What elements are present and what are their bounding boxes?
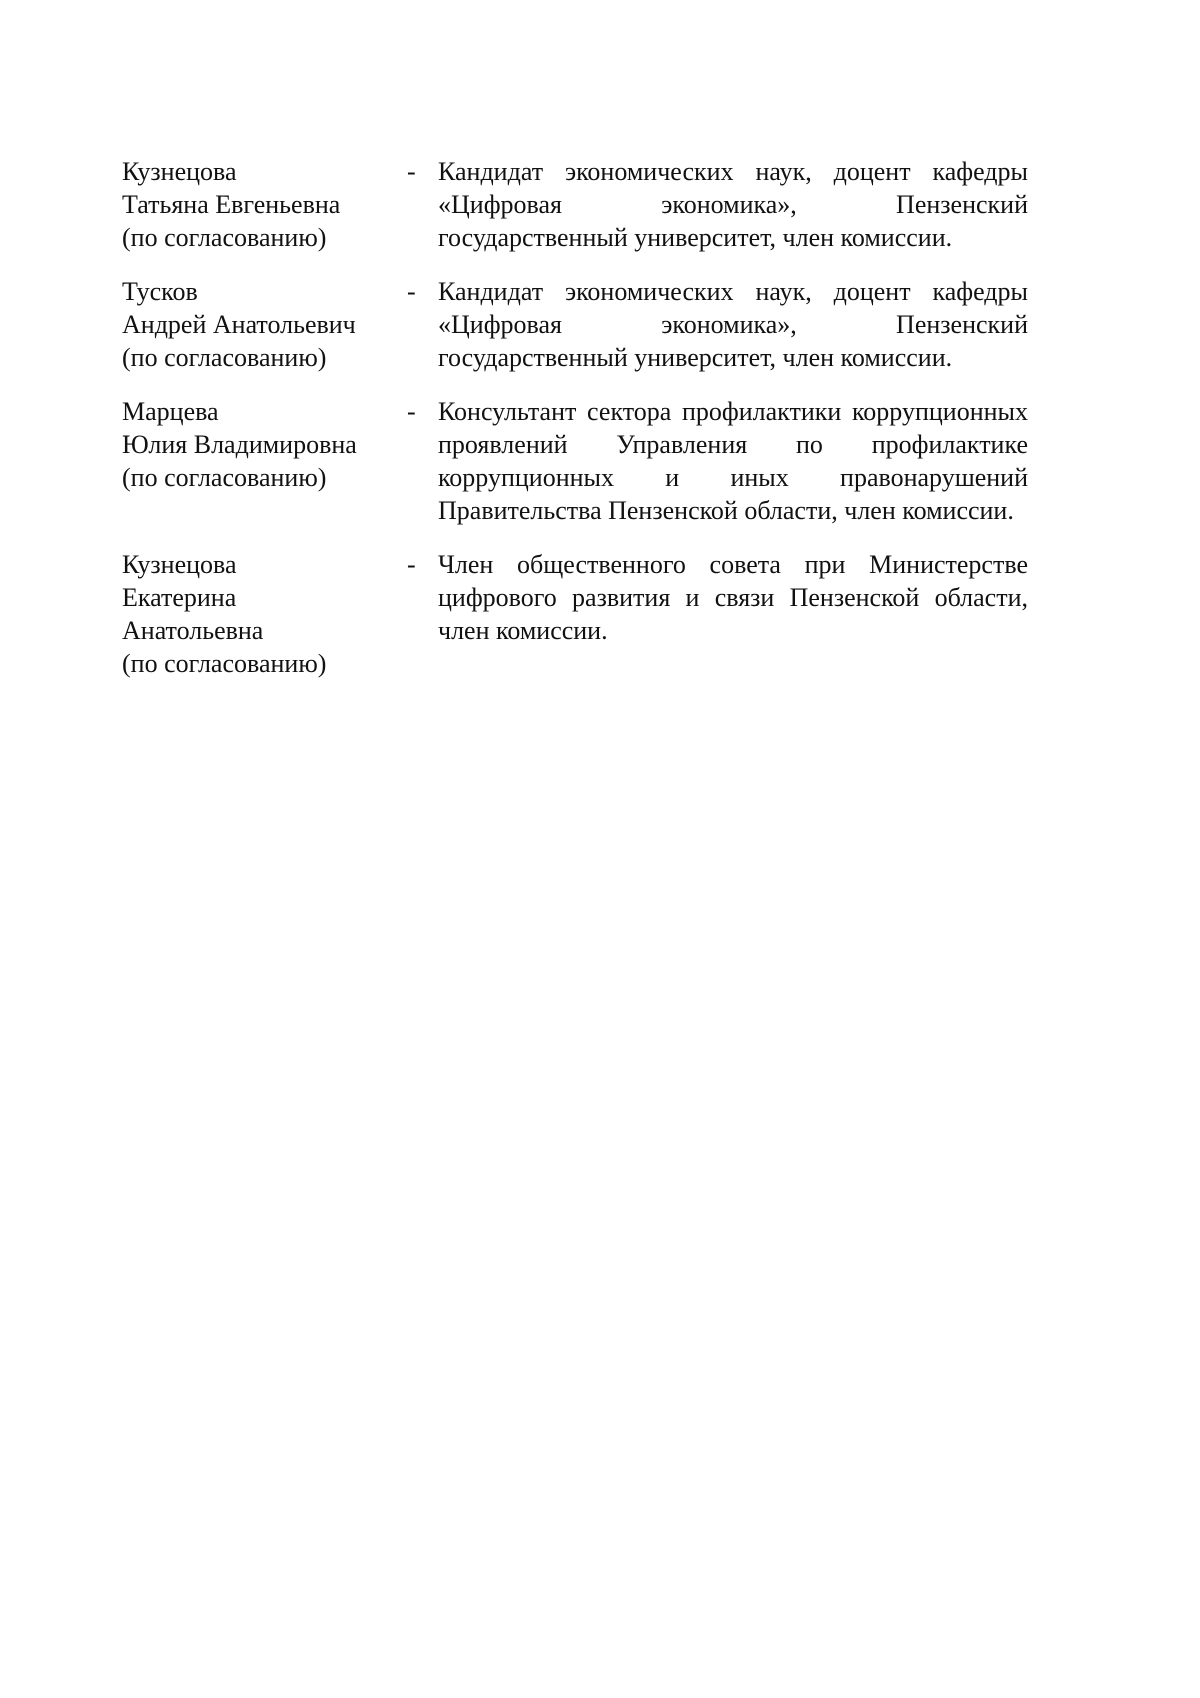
commission-members-list (122, 155, 1028, 680)
member-dash: - (407, 277, 416, 306)
member-note: (по согласованию) (122, 223, 327, 252)
member-given-names: Андрей Анатольевич (122, 310, 356, 339)
member-dash: - (407, 157, 416, 186)
member-dash: - (407, 397, 416, 426)
member-description: Консультант сектора профилактики коррупционных проявлений Управления по профилактике коррупционных и иных правонарушений Правительства Пензенской области, член комиссии. (438, 397, 1028, 525)
member-surname: Тусков (122, 277, 198, 306)
member-dash: - (407, 550, 416, 579)
member-first-name: Екатерина (122, 583, 237, 612)
member-note: (по согласованию) (122, 649, 327, 678)
member-surname: Марцева (122, 397, 219, 426)
member-patronymic: Анатольевна (122, 616, 264, 645)
member-given-names: Татьяна Евгеньевна (122, 190, 341, 219)
member-name (122, 275, 407, 374)
member-row (122, 155, 1028, 254)
member-note: (по согласованию) (122, 343, 327, 372)
member-name (122, 548, 407, 680)
member-row (122, 275, 1028, 374)
member-surname: Кузнецова (122, 550, 237, 579)
member-name (122, 395, 407, 494)
member-row (122, 395, 1028, 527)
member-note: (по согласованию) (122, 463, 327, 492)
member-surname: Кузнецова (122, 157, 237, 186)
member-given-names: Юлия Владимировна (122, 430, 357, 459)
member-description: Член общественного совета при Министерстве цифрового развития и связи Пензенской области, член комиссии. (438, 550, 1028, 645)
member-name (122, 155, 407, 254)
member-description: Кандидат экономических наук, доцент кафедры «Цифровая экономика», Пензенский государственный университет, член комиссии. (438, 157, 1028, 252)
member-description: Кандидат экономических наук, доцент кафедры «Цифровая экономика», Пензенский государственный университет, член комиссии. (438, 277, 1028, 372)
member-row (122, 548, 1028, 680)
